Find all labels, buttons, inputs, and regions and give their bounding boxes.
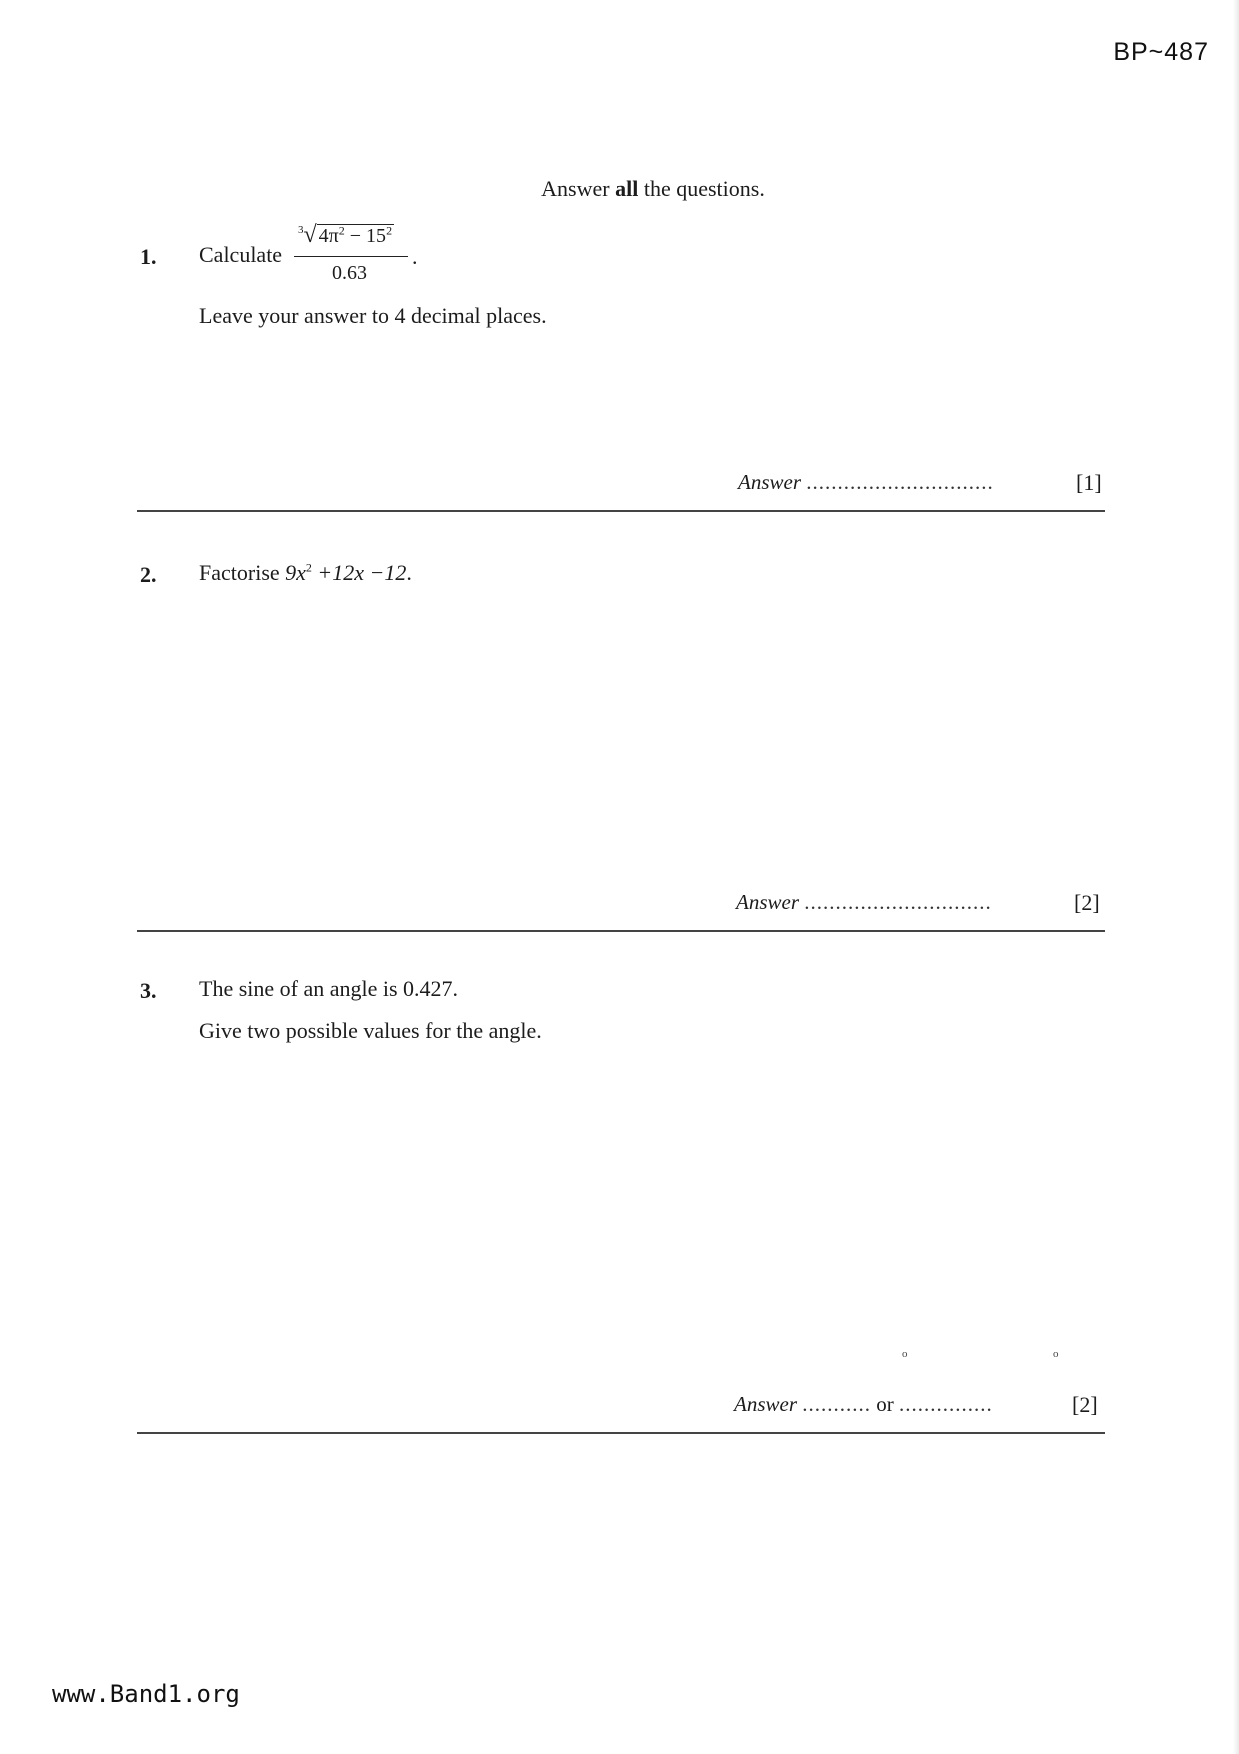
- question-3-marks: [2]: [1072, 1392, 1098, 1417]
- expression-term-a: 9x: [285, 560, 306, 585]
- degree-mark-2: o: [1053, 1348, 1059, 1360]
- instructions-prefix: Answer: [541, 176, 616, 201]
- answer-blank[interactable]: ..............................: [806, 470, 994, 494]
- radicand: [317, 224, 394, 247]
- instructions-bold: all: [615, 176, 639, 201]
- expression-term-b: +12x −12: [311, 560, 407, 585]
- answer-or: or: [876, 1392, 894, 1416]
- question-2-text: Factorise $9x^2 +12x -12$.: [199, 560, 412, 585]
- question-1-instruction: Leave your answer to 4 decimal places.: [199, 303, 547, 328]
- question-1-answer-line: [738, 470, 994, 495]
- answer-label: Answer: [734, 1392, 797, 1416]
- degree-mark-1: o: [902, 1348, 908, 1360]
- expression-exp: 2: [305, 560, 312, 575]
- question-3-line2: Give two possible values for the angle.: [199, 1018, 542, 1043]
- radicand-exp-b: 2: [386, 223, 393, 238]
- question-3-answer-line: [734, 1392, 993, 1417]
- answer-label: Answer: [738, 470, 801, 494]
- answer-blank-2[interactable]: ...............: [899, 1392, 993, 1416]
- question-1-verb: Calculate: [199, 242, 283, 267]
- fraction-bar: [294, 256, 408, 257]
- instructions-suffix: the questions.: [638, 176, 765, 201]
- answer-blank-1[interactable]: ...........: [802, 1392, 871, 1416]
- root-index: 3: [298, 224, 304, 236]
- question-2-number: 2.: [140, 562, 157, 587]
- footer-url: www.Band1.org: [52, 1680, 240, 1708]
- question-1-divider: [137, 510, 1105, 512]
- radicand-term-b: − 15: [344, 225, 387, 247]
- answer-label: Answer: [736, 890, 799, 914]
- radical-sign: √: [303, 222, 317, 248]
- question-2-answer-line: [736, 890, 992, 915]
- paper-code: BP~487: [1113, 38, 1209, 66]
- question-1-marks: [1]: [1076, 470, 1102, 495]
- question-1-number: 1.: [140, 244, 157, 269]
- instructions-heading: [0, 176, 1239, 202]
- question-2-divider: [137, 930, 1105, 932]
- question-2-verb: Factorise: [199, 560, 280, 585]
- answer-blank[interactable]: ..............................: [804, 890, 992, 914]
- question-2-marks: [2]: [1074, 890, 1100, 915]
- question-3-divider: [137, 1432, 1105, 1434]
- question-3-line1: The sine of an angle is 0.427.: [199, 976, 459, 1001]
- question-3-number: 3.: [140, 978, 157, 1003]
- paper-edge: [1233, 0, 1239, 1754]
- question-1-period: .: [412, 244, 418, 269]
- fraction-numerator: [298, 222, 394, 249]
- fraction-denominator: 0.63: [332, 262, 367, 284]
- radicand-term-a: 4π: [318, 225, 339, 247]
- radicand-exp-a: 2: [338, 223, 345, 238]
